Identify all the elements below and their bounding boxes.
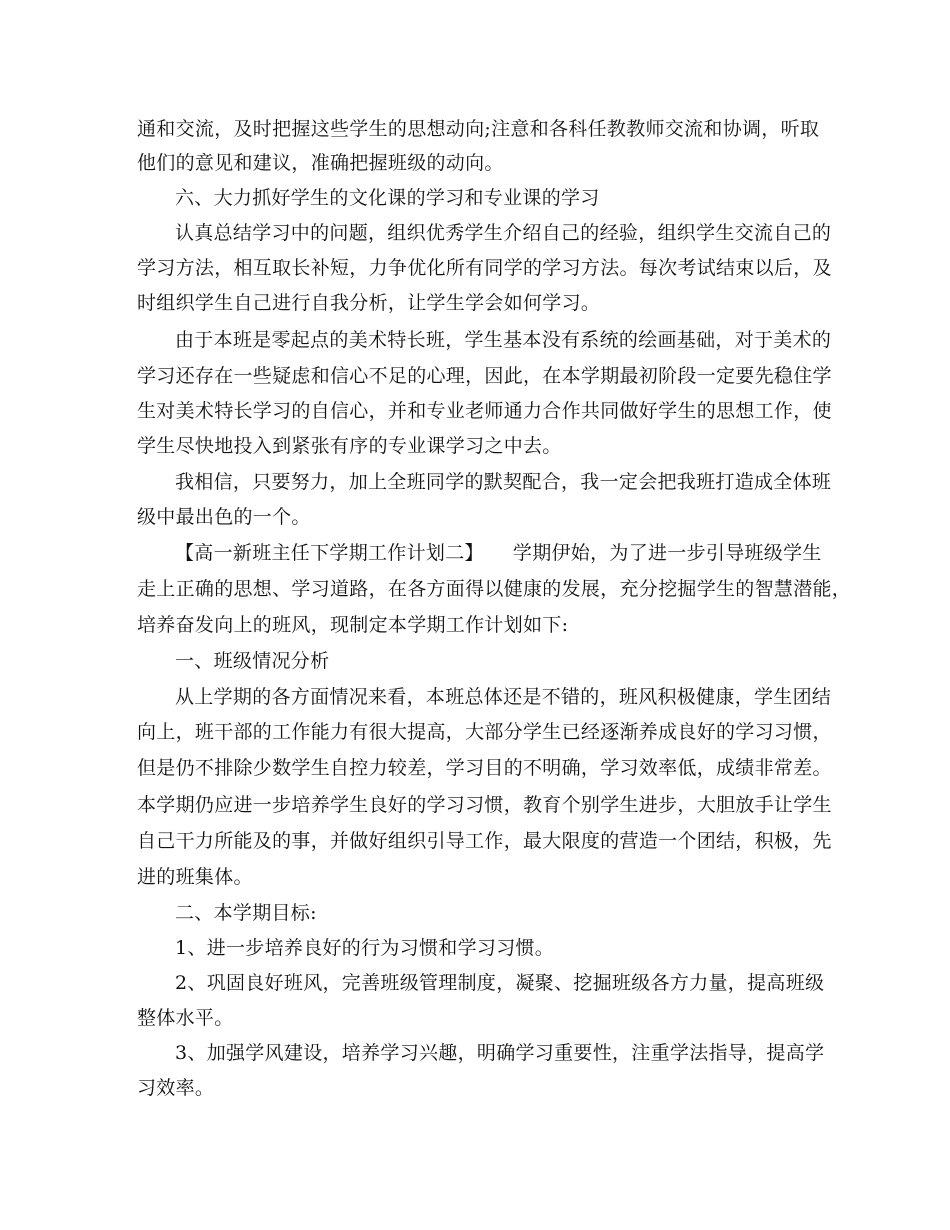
text-line: 但是仍不排除少数学生自控力较差，学习目的不明确，学习效率低，成绩非常差。 bbox=[137, 757, 832, 779]
text-line: 进的班集体。 bbox=[137, 866, 253, 888]
text-line: 培养奋发向上的班风，现制定本学期工作计划如下: bbox=[137, 614, 569, 636]
text-line: 走上正确的思想、学习道路，在各方面得以健康的发展，充分挖掘学生的智慧潜能， bbox=[137, 578, 852, 600]
text-line: 向上，班干部的工作能力有很大提高，大部分学生已经逐渐养成良好的学习习惯， bbox=[137, 721, 832, 743]
text-line: 时组织学生自己进行自我分析，让学生学会如何学习。 bbox=[137, 292, 601, 314]
text-line: 自己干力所能及的事，并做好组织引导工作，最大限度的营造一个团结，积极，先 bbox=[137, 830, 832, 852]
text-line: 学习还存在一些疑虑和信心不足的心理，因此，在本学期最初阶段一定要先稳住学 bbox=[137, 365, 832, 387]
list-item: 1、进一步培养良好的行为习惯和学习习惯。 bbox=[175, 937, 555, 959]
section-heading: 六、大力抓好学生的文化课的学习和专业课的学习 bbox=[175, 187, 600, 209]
section-heading: 一、班级情况分析 bbox=[175, 650, 330, 672]
text-line: 本学期仍应进一步培养学生良好的学习习惯，教育个别学生进步，大胆放手让学生 bbox=[137, 794, 832, 816]
text-line: 从上学期的各方面情况来看，本班总体还是不错的，班风积极健康，学生团结 bbox=[175, 686, 832, 708]
list-item: 2、巩固良好班风，完善班级管理制度，凝聚、挖掘班级各方力量，提高班级 bbox=[175, 972, 825, 994]
text-line: 整体水平。 bbox=[137, 1007, 234, 1029]
text-line: 习效率。 bbox=[137, 1077, 215, 1099]
text-line: 我相信，只要努力，加上全班同学的默契配合，我一定会把我班打造成全体班 bbox=[175, 471, 832, 493]
text-line: 由于本班是零起点的美术特长班，学生基本没有系统的绘画基础，对于美术的 bbox=[175, 329, 832, 351]
list-item: 3、加强学风建设，培养学习兴趣，明确学习重要性，注重学法指导，提高学 bbox=[175, 1042, 825, 1064]
section-title-line: 【高一新班主任下学期工作计划二】 学期伊始，为了进一步引导班级学生 bbox=[175, 542, 822, 564]
text-line: 通和交流，及时把握这些学生的思想动向;注意和各科任教教师交流和协调，听取 bbox=[137, 118, 820, 140]
section-heading: 二、本学期目标: bbox=[175, 902, 317, 924]
text-line: 级中最出色的一个。 bbox=[137, 506, 311, 528]
text-line: 认真总结学习中的问题，组织优秀学生介绍自己的经验，组织学生交流自己的 bbox=[175, 222, 832, 244]
text-line: 他们的意见和建议，准确把握班级的动向。 bbox=[137, 152, 504, 174]
text-line: 学生尽快地投入到紧张有序的专业课学习之中去。 bbox=[137, 435, 562, 457]
text-line: 学习方法，相互取长补短，力争优化所有同学的学习方法。每次考试结束以后，及 bbox=[137, 257, 832, 279]
text-line: 生对美术特长学习的自信心，并和专业老师通力合作共同做好学生的思想工作，使 bbox=[137, 400, 832, 422]
